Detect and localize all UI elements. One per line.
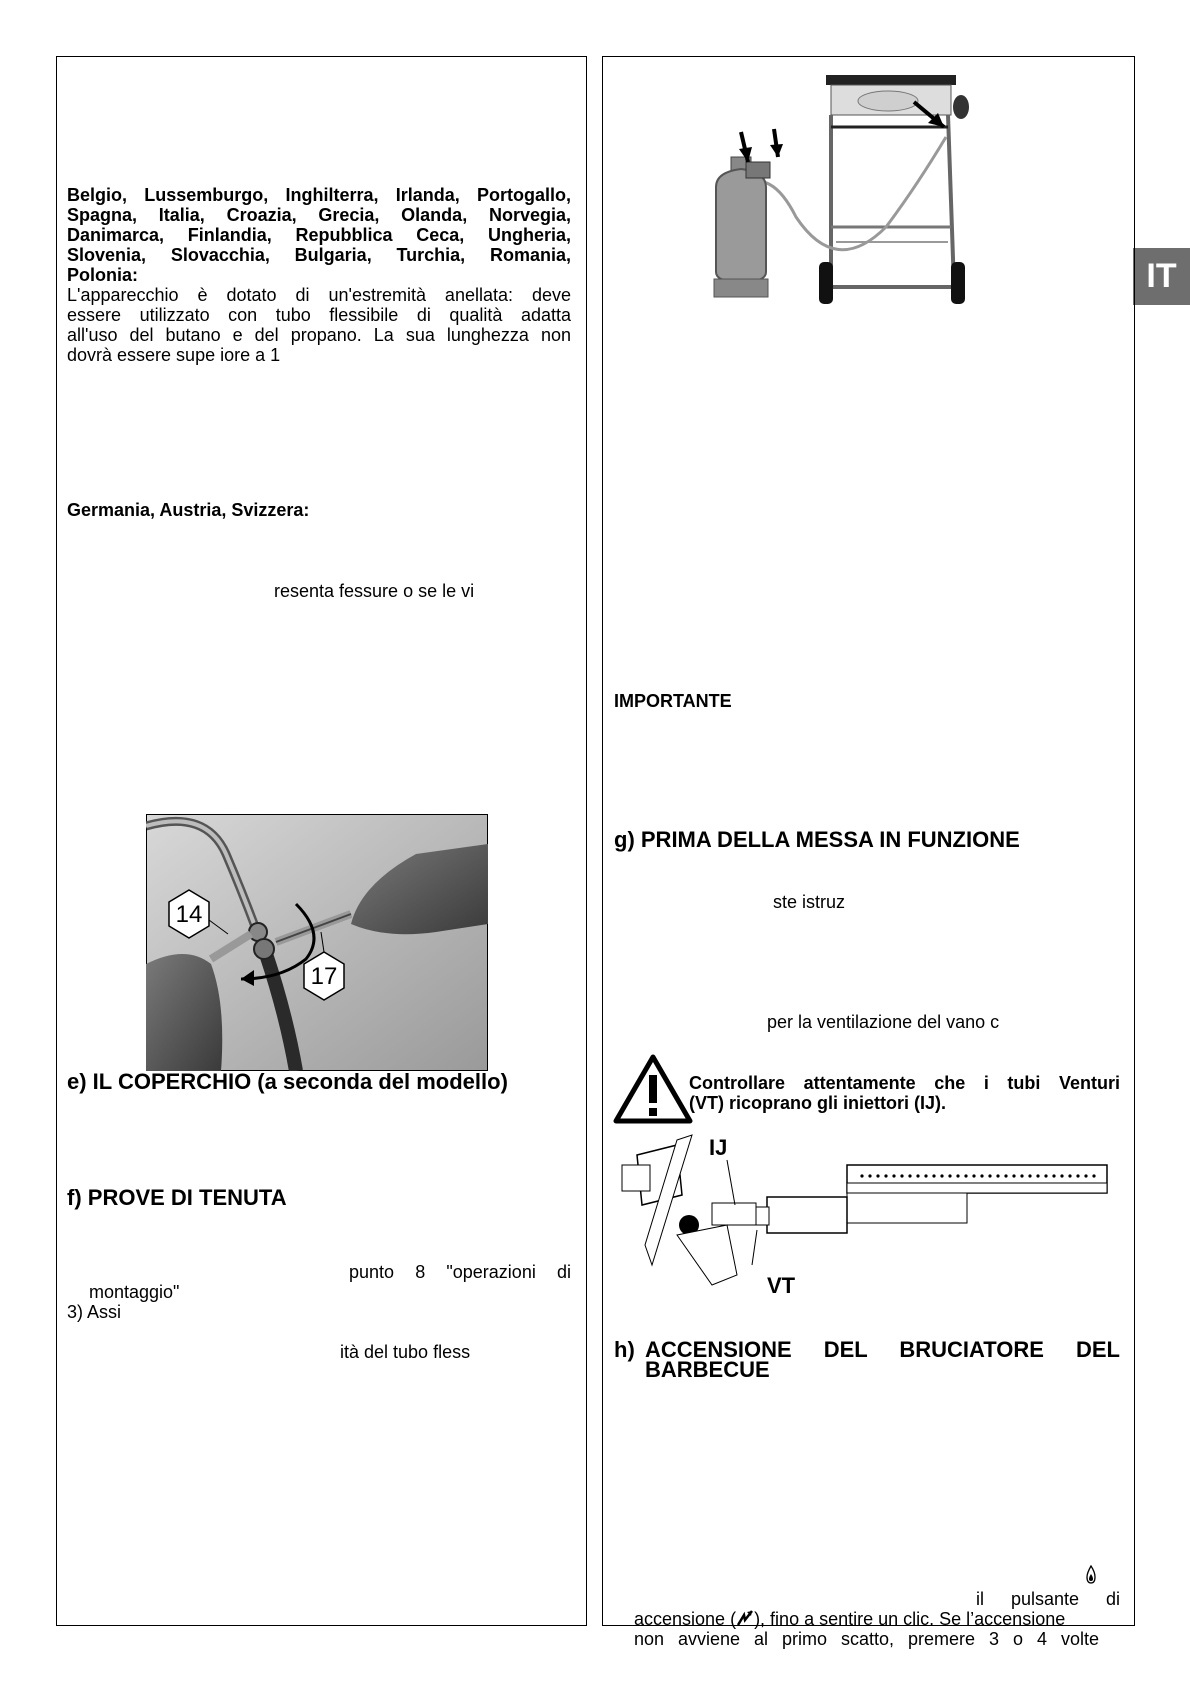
warning-line-2: (VT) ricoprano gli iniettori (IJ). xyxy=(689,1093,947,1113)
wrench-illustration xyxy=(146,814,488,1071)
language-tab: IT xyxy=(1133,248,1190,305)
accensione-line-2: non avviene al primo scatto, premere 3 o 4 volte xyxy=(634,1629,1099,1649)
cart-gas-illustration xyxy=(686,57,976,322)
countries-line-3: Danimarca, Finlandia, Repubblica Ceca, Ungheria, xyxy=(67,225,571,245)
accensione-text-a: accensione ( xyxy=(634,1609,737,1629)
para1-line-2: essere utilizzato con tubo flessibile di qualità adatta xyxy=(67,305,571,325)
hex-label-17: 17 xyxy=(310,963,338,990)
heading-h-line-2: BARBECUE xyxy=(645,1357,770,1382)
germany-heading: Germania, Austria, Svizzera: xyxy=(67,500,310,520)
para1-line-4: dovrà essere supe iore a 1 xyxy=(67,345,281,365)
importante-label: IMPORTANTE xyxy=(614,691,732,711)
hex-label-14: 14 xyxy=(175,901,203,928)
fragment-assi: 3) Assi xyxy=(67,1302,122,1322)
countries-line-1: Belgio, Lussemburgo, Inghilterra, Irlanda, Portogallo, xyxy=(67,185,571,205)
countries-line-5: Polonia: xyxy=(67,265,138,285)
countries-line-4: Slovenia, Slovacchia, Bulgaria, Turchia, Romania, xyxy=(67,245,571,265)
right-column xyxy=(602,56,1135,1649)
fragment-istruz: ste istruz xyxy=(773,892,846,912)
cart-gas-figure xyxy=(686,57,976,322)
heading-h-prefix: h) xyxy=(614,1337,635,1362)
fragment-ventilazione: per la ventilazione del vano c xyxy=(767,1012,1000,1032)
label-vt: VT xyxy=(767,1273,796,1298)
spark-icon xyxy=(736,1609,754,1627)
heading-g-prima-messa: g) PRIMA DELLA MESSA IN FUNZIONE xyxy=(614,827,1020,852)
burner-illustration xyxy=(617,1125,1117,1305)
fragment-tubo: ità del tubo fless xyxy=(340,1342,471,1362)
fragment-fessure: resenta fessure o se le vi xyxy=(274,581,475,601)
warning-icon xyxy=(612,1053,694,1125)
countries-line-2: Spagna, Italia, Croazia, Grecia, Olanda, Norvegia, xyxy=(67,205,571,225)
para1-line-3: all'uso del butano e del propano. La sua lunghezza non xyxy=(67,325,571,345)
heading-e-coperchio: e) IL COPERCHIO (a seconda del modello) xyxy=(67,1069,508,1094)
heading-h-line-1: ACCENSIONE DEL BRUCIATORE DEL xyxy=(645,1337,1120,1362)
fragment-punto: punto 8 "operazioni di xyxy=(349,1262,571,1282)
fragment-pulsante: il pulsante di xyxy=(976,1589,1120,1609)
para1-line-1: L'apparecchio è dotato di un'estremità anellata: deve xyxy=(67,285,571,305)
left-column xyxy=(56,56,587,1626)
wrench-figure xyxy=(146,814,488,1071)
accensione-text-b: ), fino a sentire un clic. Se l’accensione xyxy=(754,1609,1066,1629)
label-ij: IJ xyxy=(709,1135,728,1160)
warning-line-1: Controllare attentamente che i tubi Venturi xyxy=(689,1073,1120,1093)
accensione-line-1 xyxy=(634,1609,1065,1629)
fragment-montaggio: montaggio" xyxy=(89,1282,180,1302)
flame-icon xyxy=(1085,1565,1097,1585)
heading-f-prove-tenuta: f) PROVE DI TENUTA xyxy=(67,1185,287,1210)
burner-figure xyxy=(617,1125,1117,1305)
